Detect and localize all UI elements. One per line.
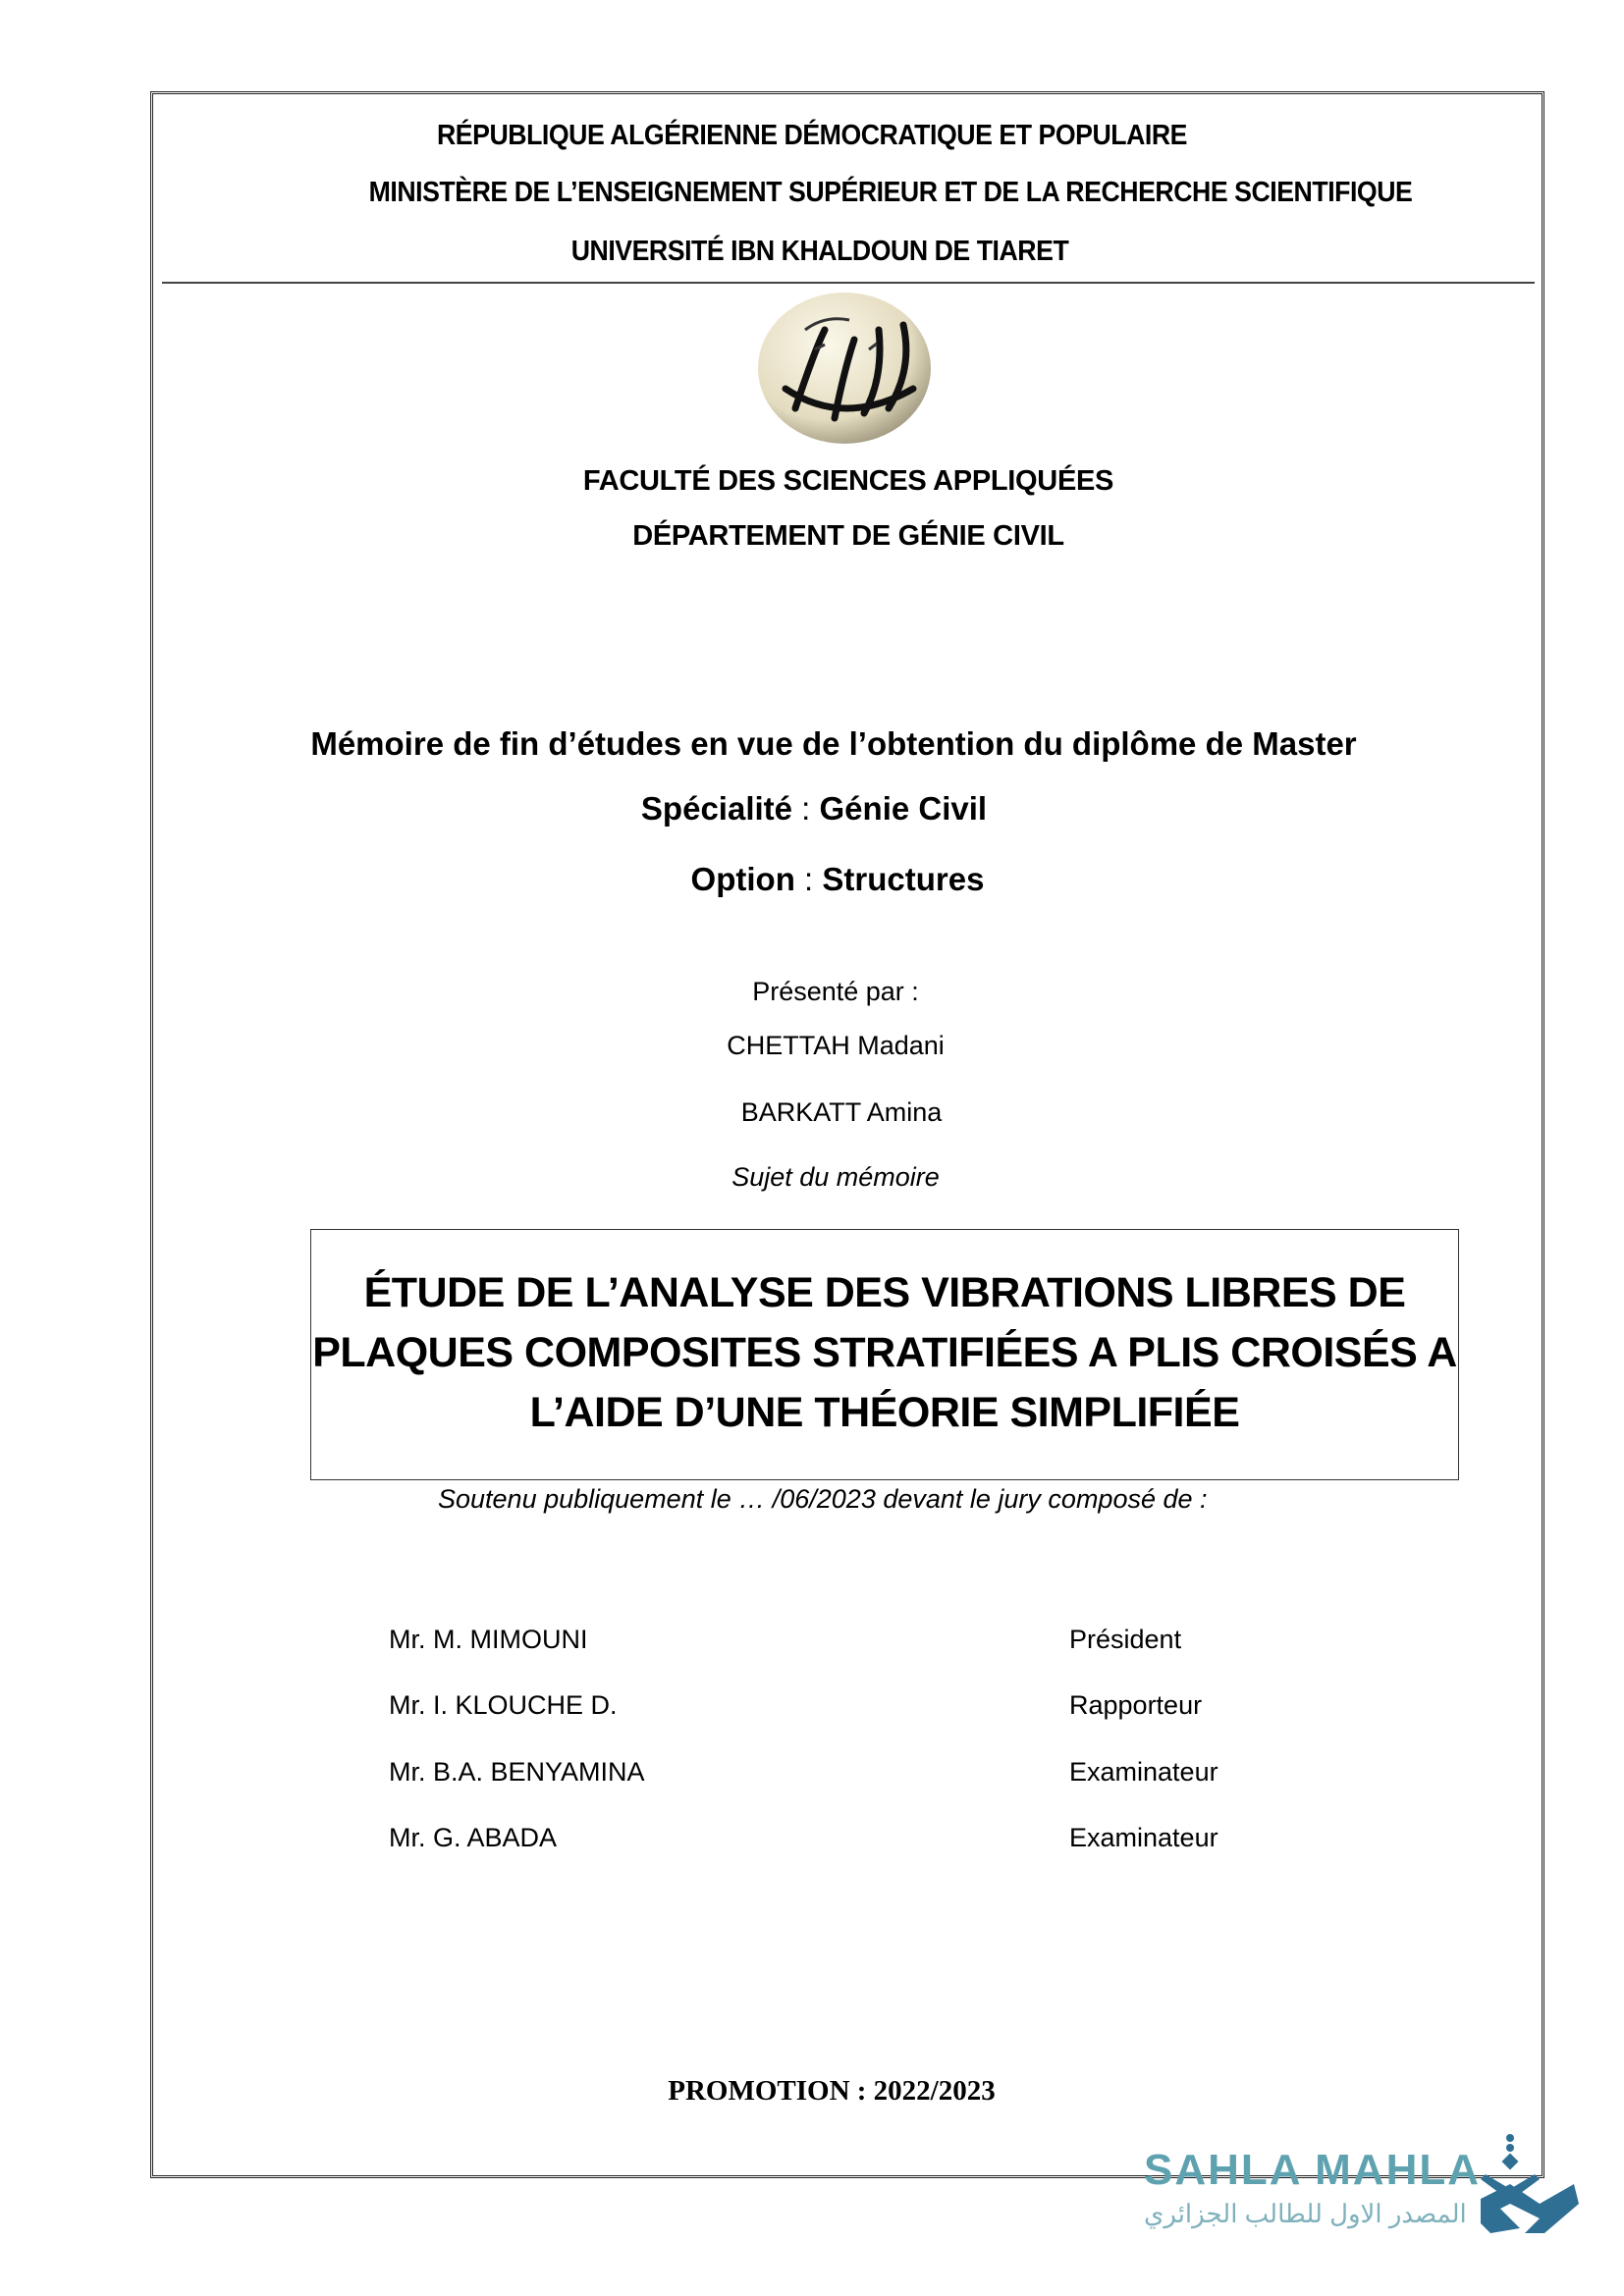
header-divider	[162, 282, 1535, 284]
title-line-2: PLAQUES COMPOSITES STRATIFIÉES A PLIS CROISÉS A	[312, 1329, 1457, 1376]
specialite-value: Génie Civil	[819, 790, 988, 827]
header-republic: RÉPUBLIQUE ALGÉRIENNE DÉMOCRATIQUE ET POPULAIRE	[436, 120, 1188, 151]
jury-name: Mr. I. KLOUCHE D.	[389, 1690, 618, 1720]
jury-name: Mr. M. MIMOUNI	[389, 1625, 588, 1654]
specialite	[2, 790, 1624, 828]
header-university: UNIVERSITÉ IBN KHALDOUN DE TIARET	[570, 236, 1069, 267]
presented-by-label: Présenté par :	[752, 977, 919, 1006]
title-box	[310, 1229, 1459, 1480]
defense-statement: Soutenu publiquement le … /06/2023 devant le jury composé de :	[438, 1484, 1208, 1514]
specialite-sep: :	[792, 790, 820, 827]
faculty-name: FACULTÉ DES SCIENCES APPLIQUÉES	[582, 465, 1114, 497]
watermark-tagline: المصدر الاول للطالب الجزائري	[1144, 2199, 1467, 2228]
option-label: Option	[690, 861, 795, 897]
jury-role: Rapporteur	[1069, 1690, 1203, 1720]
author-2: BARKATT Amina	[740, 1097, 943, 1127]
watermark-brand: SAHLA MAHLA	[1144, 2146, 1481, 2194]
watermark-logo-icon	[1481, 2130, 1579, 2238]
specialite-label: Spécialité	[640, 790, 792, 827]
promotion: PROMOTION : 2022/2023	[668, 2075, 996, 2107]
jury-name: Mr. B.A. BENYAMINA	[389, 1757, 645, 1787]
title-line-1: ÉTUDE DE L’ANALYSE DES VIBRATIONS LIBRES DE	[363, 1269, 1406, 1316]
jury-role: Président	[1069, 1625, 1182, 1654]
title-line-3: L’AIDE D’UNE THÉORIE SIMPLIFIÉE	[529, 1389, 1240, 1436]
author-1: CHETTAH Madani	[727, 1031, 945, 1060]
jury-name: Mr. G. ABADA	[389, 1823, 558, 1852]
option-sep: :	[794, 861, 823, 897]
header-ministry: MINISTÈRE DE L’ENSEIGNEMENT SUPÉRIEUR ET DE LA RECHERCHE SCIENTIFIQUE	[368, 177, 1413, 208]
university-logo	[756, 291, 933, 446]
memoire-description: Mémoire de fin d’études en vue de l’obtention du diplôme de Master	[310, 725, 1357, 762]
department-name: DÉPARTEMENT DE GÉNIE CIVIL	[632, 520, 1064, 552]
option	[26, 861, 1624, 898]
jury-role: Examinateur	[1069, 1823, 1218, 1852]
subject-label: Sujet du mémoire	[731, 1162, 940, 1192]
jury-role: Examinateur	[1069, 1757, 1218, 1787]
option-value: Structures	[822, 861, 985, 897]
